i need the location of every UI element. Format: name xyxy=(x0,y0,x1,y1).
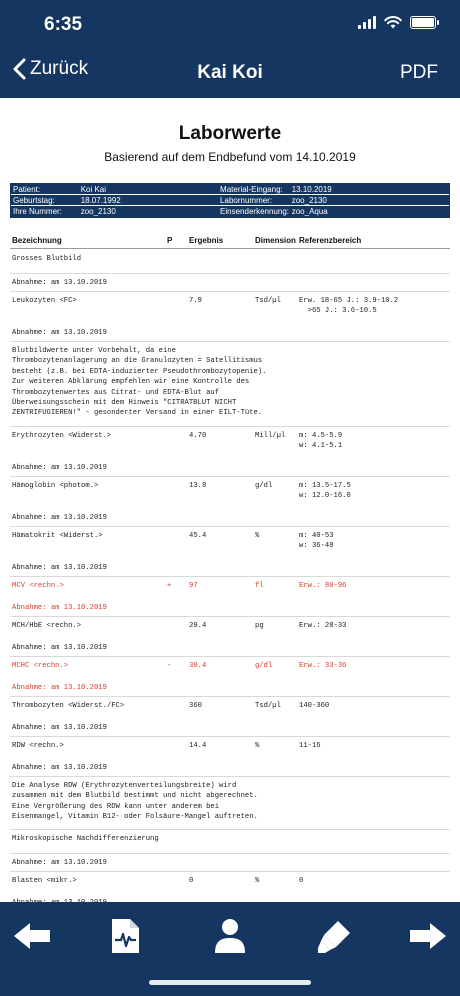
meta-label: Einsenderkennung: xyxy=(220,207,289,216)
reference-range: 0 xyxy=(299,877,304,886)
person-icon xyxy=(213,917,247,955)
app-header xyxy=(0,0,460,98)
test-result: 29.4 xyxy=(189,621,207,630)
sampling-date: Abnahme: am 13.10.2019 xyxy=(12,763,107,772)
sampling-date: Abnahme: am 13.10.2019 xyxy=(12,723,107,732)
row-divider xyxy=(10,829,450,830)
arrow-left-icon xyxy=(12,921,52,951)
test-result: 97 xyxy=(189,581,198,590)
patient-info-row xyxy=(11,195,449,206)
previous-button[interactable] xyxy=(10,916,54,956)
row-divider xyxy=(10,291,450,292)
flag-indicator: - xyxy=(167,661,172,670)
col-header-result: Ergebnis xyxy=(189,236,224,245)
report-button[interactable] xyxy=(103,916,147,956)
test-unit: % xyxy=(255,531,260,540)
highlight-button[interactable] xyxy=(313,916,357,956)
meta-value: zoo_2130 xyxy=(291,196,327,205)
row-divider xyxy=(10,736,450,737)
meta-label: Patient: xyxy=(13,185,41,194)
test-result: 4.70 xyxy=(189,431,207,440)
test-result: 0 xyxy=(189,877,194,886)
signal-icon xyxy=(358,16,376,29)
row-divider xyxy=(10,776,450,777)
sampling-date: Abnahme: am 13.10.2019 xyxy=(12,513,107,522)
test-unit: % xyxy=(255,877,260,886)
sampling-date: Abnahme: am 13.10.2019 xyxy=(12,329,107,337)
reference-range: Erw.: 33-36 xyxy=(299,661,347,670)
lab-report-document[interactable] xyxy=(0,98,460,902)
test-name: MCH/HbE <rechn.> xyxy=(12,621,82,630)
meta-value: 18.07.1992 xyxy=(80,196,121,205)
section-title: Mikroskopische Nachdifferenzierung xyxy=(12,835,159,844)
wifi-icon xyxy=(384,16,402,29)
test-name: MCHC <rechn.> xyxy=(12,661,69,670)
reference-range: m: 40-53 w: 36-48 xyxy=(299,531,334,550)
sampling-date: Abnahme: am 13.10.2019 xyxy=(12,463,107,472)
patient-info-table xyxy=(10,183,450,218)
test-result: 14.4 xyxy=(189,741,207,750)
sampling-date: Abnahme: am 13.10.2019 xyxy=(12,563,107,572)
reference-range: Erw.: 80-96 xyxy=(299,581,347,590)
reference-range: Erw. 18-65 J.: 3.9-10.2 >65 J.: 3.6-10.5 xyxy=(299,297,399,315)
status-bar xyxy=(0,0,460,46)
test-unit: Mill/µl xyxy=(255,431,286,440)
row-divider xyxy=(10,616,450,617)
row-divider xyxy=(10,426,450,427)
col-header-p: P xyxy=(167,236,173,245)
meta-label: Labornummer: xyxy=(220,196,273,205)
sampling-date: Abnahme: am 13.10.2019 xyxy=(12,643,107,652)
test-name: Thrombozyten <Widerst./FC> xyxy=(12,701,125,710)
sampling-date: Abnahme: am 13.10.2019 xyxy=(12,603,107,612)
test-name: Leukozyten <FC> xyxy=(12,297,77,305)
test-result: 30.4 xyxy=(189,661,207,670)
highlighter-icon xyxy=(316,917,354,955)
header-divider xyxy=(10,248,450,249)
row-divider xyxy=(10,696,450,697)
test-unit: g/dl xyxy=(255,661,273,670)
meta-value: 13.10.2019 xyxy=(291,185,332,194)
test-unit: g/dl xyxy=(255,481,273,490)
test-result: 45.4 xyxy=(189,531,207,540)
test-name: Blasten <mikr.> xyxy=(12,877,77,886)
sampling-date: Abnahme: am 13.10.2019 xyxy=(12,859,107,868)
flag-indicator: + xyxy=(167,581,172,590)
meta-value: zoo_Aqua xyxy=(291,207,328,216)
row-divider xyxy=(10,656,450,657)
patient-info-row xyxy=(11,206,449,217)
row-divider xyxy=(10,853,450,854)
pdf-button[interactable]: PDF xyxy=(400,62,438,83)
col-header-name: Bezeichnung xyxy=(12,236,62,245)
meta-value: Koi Kai xyxy=(80,185,107,194)
row-divider xyxy=(10,341,450,342)
meta-label: Material-Eingang: xyxy=(220,185,283,194)
test-unit: % xyxy=(255,741,260,750)
patient-info-row xyxy=(11,184,449,195)
row-divider xyxy=(10,526,450,527)
patient-button[interactable] xyxy=(208,916,252,956)
reference-range: m: 4.5-5.9 w: 4.1-5.1 xyxy=(299,431,343,450)
sampling-date: Abnahme: am 13.10.2019 xyxy=(12,683,107,692)
battery-icon xyxy=(410,16,436,29)
section-title: Grosses Blutbild xyxy=(12,255,82,263)
lab-note: Blutbildwerte unter Vorbehalt, da eine Thrombozytenanlagerung an die Granulozyten = Satellitismus besteht (z.B. bei EDTA-induzierter Pseudothrombozytopenie). Zur weiteren Abklärung empfehlen wir eine Kontrolle des Thrombozytenwertes aus Citrat- und EDTA-Blut auf Überweisungsschein mit dem Hinweis "CITRATBLUT NICHT ZENTRIFUGIEREN!" - gesonderter Versand in einer EILT-Tüte. xyxy=(12,347,267,418)
back-label: Zurück xyxy=(30,58,89,79)
test-unit: Tsd/µl xyxy=(255,701,281,710)
reference-range: m: 13.5-17.5 w: 12.0-16.0 xyxy=(299,481,351,500)
test-name: Erythrozyten <Widerst.> xyxy=(12,431,112,440)
test-unit: fl xyxy=(255,581,264,590)
status-time: 6:35 xyxy=(44,14,83,35)
status-icons xyxy=(358,16,436,29)
col-header-dimension: Dimension xyxy=(255,236,296,245)
reference-range: Erw.: 28-33 xyxy=(299,621,347,630)
report-title: Laborwerte xyxy=(178,123,282,144)
row-divider xyxy=(10,273,450,274)
test-unit: Tsd/µl xyxy=(255,297,281,305)
row-divider xyxy=(10,871,450,872)
sampling-date: Abnahme: am 13.10.2019 xyxy=(12,279,107,287)
arrow-right-icon xyxy=(408,921,448,951)
nav-title: Kai Koi xyxy=(197,62,263,83)
medical-document-icon xyxy=(108,917,142,955)
nav-bar xyxy=(0,50,460,96)
meta-label: Ihre Nummer: xyxy=(13,207,62,216)
test-name: Hämoglobin <photom.> xyxy=(12,481,99,490)
row-divider xyxy=(10,476,450,477)
home-indicator xyxy=(149,980,311,985)
next-button[interactable] xyxy=(406,916,450,956)
results-column-headers xyxy=(12,234,450,248)
test-result: 360 xyxy=(189,701,202,710)
meta-label: Geburtstag: xyxy=(13,196,55,205)
report-subtitle: Basierend auf dem Endbefund vom 14.10.2019 xyxy=(104,150,356,164)
lab-note: Die Analyse RDW (Erythrozytenverteilungsbreite) wird zusammen mit dem Blutbild bestimmt und nicht abgerechnet. Eine Vergrößerung des RDW kann unter anderem bei Eisenmangel, Vitamin B12- oder Folsäure-Mangel auftreten. xyxy=(12,781,258,822)
col-header-reference: Referenzbereich xyxy=(299,236,362,245)
row-divider xyxy=(10,576,450,577)
reference-range: 11-16 xyxy=(299,741,321,750)
test-result: 7.9 xyxy=(189,297,202,305)
meta-value: zoo_2130 xyxy=(80,207,116,216)
reference-range: 140-360 xyxy=(299,701,330,710)
test-name: Hämatokrit <Widerst.> xyxy=(12,531,103,540)
test-unit: pg xyxy=(255,621,264,630)
test-name: RDW <rechn.> xyxy=(12,741,64,750)
test-name: MCV <rechn.> xyxy=(12,581,64,590)
test-result: 13.8 xyxy=(189,481,207,490)
